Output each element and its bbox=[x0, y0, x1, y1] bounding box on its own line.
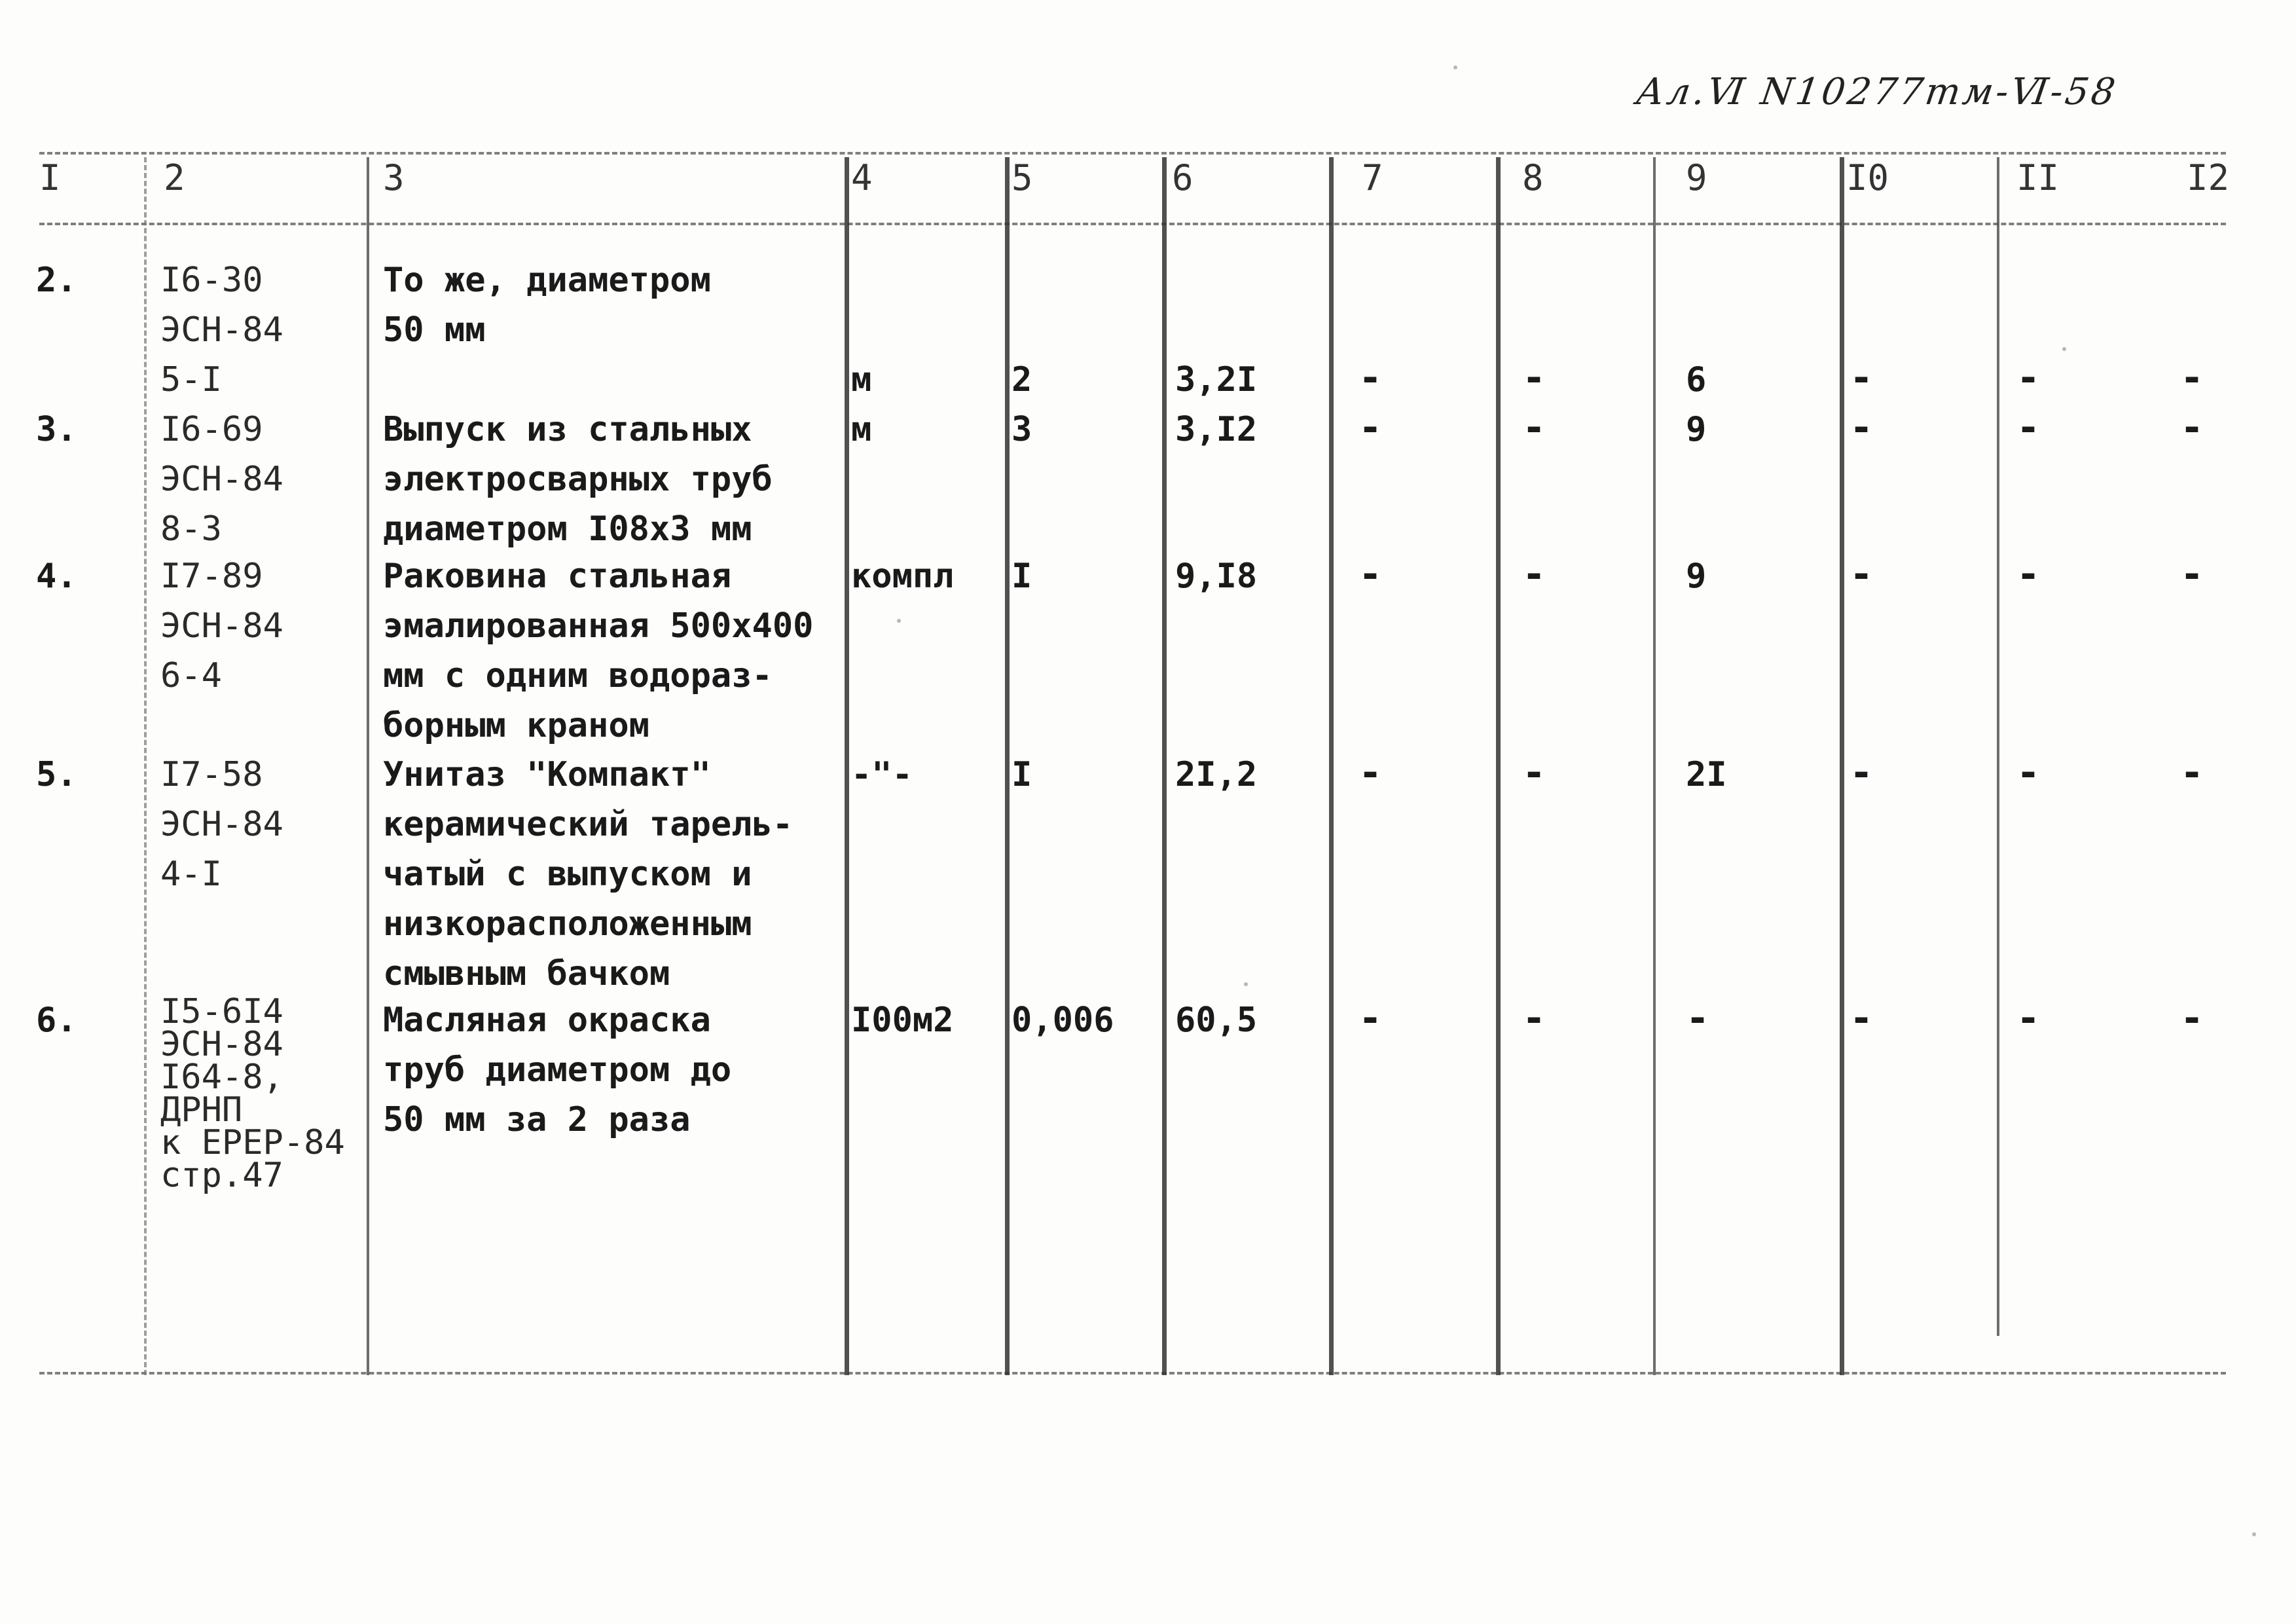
item-description: То же, диаметром 50 мм bbox=[383, 261, 711, 350]
cell-col7: - bbox=[1358, 405, 1383, 451]
unit-price: 2I,2 bbox=[1175, 755, 1258, 794]
cell-col7: - bbox=[1358, 995, 1383, 1041]
scan-speck bbox=[2252, 1532, 2256, 1536]
item-description: Унитаз "Компакт" керамический тарель- чатый с выпуском и низкорасположенным смывным бачком bbox=[383, 755, 793, 993]
cell-col10: - bbox=[1850, 750, 1874, 796]
cell-col10: - bbox=[1850, 995, 1874, 1041]
cell-col7: - bbox=[1358, 355, 1383, 401]
column-number: I0 bbox=[1846, 157, 1889, 198]
norm-code: I5-6I4 ЭСН-84 I64-8, ДРНП к ЕРЕР-84 стр.47 bbox=[160, 992, 345, 1195]
norm-code: I6-30 ЭСН-84 5-I bbox=[160, 261, 283, 399]
quantity: 2 bbox=[1011, 360, 1032, 399]
row-number: 3. bbox=[36, 410, 77, 449]
unit-price: 9,I8 bbox=[1175, 557, 1258, 596]
cell-col8: - bbox=[1522, 551, 1546, 597]
cell-col9: 6 bbox=[1686, 360, 1707, 399]
cell-col12: - bbox=[2180, 355, 2204, 401]
column-divider bbox=[1162, 157, 1167, 1375]
column-number: 8 bbox=[1522, 157, 1544, 198]
quantity: I bbox=[1011, 557, 1032, 596]
scan-speck bbox=[1244, 982, 1248, 986]
column-number: 6 bbox=[1172, 157, 1194, 198]
cell-col10: - bbox=[1850, 551, 1874, 597]
column-divider bbox=[845, 157, 849, 1375]
cell-col12: - bbox=[2180, 750, 2204, 796]
unit: компл bbox=[851, 557, 954, 596]
cell-col12: - bbox=[2180, 995, 2204, 1041]
norm-code: I7-58 ЭСН-84 4-I bbox=[160, 755, 283, 894]
column-divider bbox=[1653, 157, 1656, 1375]
unit-price: 60,5 bbox=[1175, 1001, 1258, 1040]
cell-col8: - bbox=[1522, 750, 1546, 796]
item-description: Раковина стальная эмалированная 500x400 мм с одним водораз- борным краном bbox=[383, 557, 814, 745]
cell-col7: - bbox=[1358, 750, 1383, 796]
cell-col9: 9 bbox=[1686, 557, 1707, 596]
row-number: 4. bbox=[36, 557, 77, 596]
document-code: Ал.Ⅵ N10277тм-Ⅵ-58 bbox=[1633, 71, 2121, 113]
cell-col10: - bbox=[1850, 405, 1874, 451]
column-number: 7 bbox=[1362, 157, 1383, 198]
column-number: 5 bbox=[1011, 157, 1033, 198]
unit: -"- bbox=[851, 755, 913, 794]
cell-col11: - bbox=[2016, 750, 2041, 796]
norm-code: I6-69 ЭСН-84 8-3 bbox=[160, 410, 283, 549]
item-description: Масляная окраска труб диаметром до 50 мм за 2 раза bbox=[383, 1001, 732, 1139]
scan-speck bbox=[1453, 65, 1457, 69]
cell-col11: - bbox=[2016, 405, 2041, 451]
row-number: 2. bbox=[36, 261, 77, 300]
norm-code: I7-89 ЭСН-84 6-4 bbox=[160, 557, 283, 695]
cell-col11: - bbox=[2016, 995, 2041, 1041]
cell-col10: - bbox=[1850, 355, 1874, 401]
cell-col9: 2I bbox=[1686, 755, 1727, 794]
row-number: 6. bbox=[36, 1001, 77, 1040]
column-divider bbox=[1997, 157, 1999, 1336]
cell-col9: 9 bbox=[1686, 410, 1707, 449]
unit-price: 3,I2 bbox=[1175, 410, 1258, 449]
cell-col8: - bbox=[1522, 355, 1546, 401]
unit-price: 3,2I bbox=[1175, 360, 1258, 399]
column-number: 4 bbox=[851, 157, 873, 198]
column-divider bbox=[1329, 157, 1334, 1375]
column-divider bbox=[1005, 157, 1010, 1375]
table-top-rule bbox=[39, 152, 2226, 155]
cell-col11: - bbox=[2016, 355, 2041, 401]
cell-col9: - bbox=[1686, 995, 1710, 1041]
quantity: I bbox=[1011, 755, 1032, 794]
column-number: 2 bbox=[164, 157, 185, 198]
column-divider bbox=[1496, 157, 1501, 1375]
quantity: 3 bbox=[1011, 410, 1032, 449]
column-number: I2 bbox=[2187, 157, 2230, 198]
column-number: II bbox=[2016, 157, 2060, 198]
cell-col11: - bbox=[2016, 551, 2041, 597]
column-divider bbox=[367, 157, 369, 1375]
cell-col8: - bbox=[1522, 405, 1546, 451]
cell-col12: - bbox=[2180, 405, 2204, 451]
column-number: 3 bbox=[383, 157, 405, 198]
item-description: Выпуск из стальных электросварных труб диаметром I08x3 мм bbox=[383, 410, 773, 549]
column-number: I bbox=[39, 157, 61, 198]
quantity: 0,006 bbox=[1011, 1001, 1114, 1040]
cell-col8: - bbox=[1522, 995, 1546, 1041]
cell-col7: - bbox=[1358, 551, 1383, 597]
cell-col12: - bbox=[2180, 551, 2204, 597]
unit: м bbox=[851, 410, 872, 449]
unit: м bbox=[851, 360, 872, 399]
row-number: 5. bbox=[36, 755, 77, 794]
column-number: 9 bbox=[1686, 157, 1707, 198]
column-divider bbox=[144, 157, 147, 1375]
scan-speck bbox=[2062, 347, 2066, 351]
column-divider bbox=[1840, 157, 1844, 1375]
scan-speck bbox=[897, 619, 901, 623]
unit: I00м2 bbox=[851, 1001, 954, 1040]
